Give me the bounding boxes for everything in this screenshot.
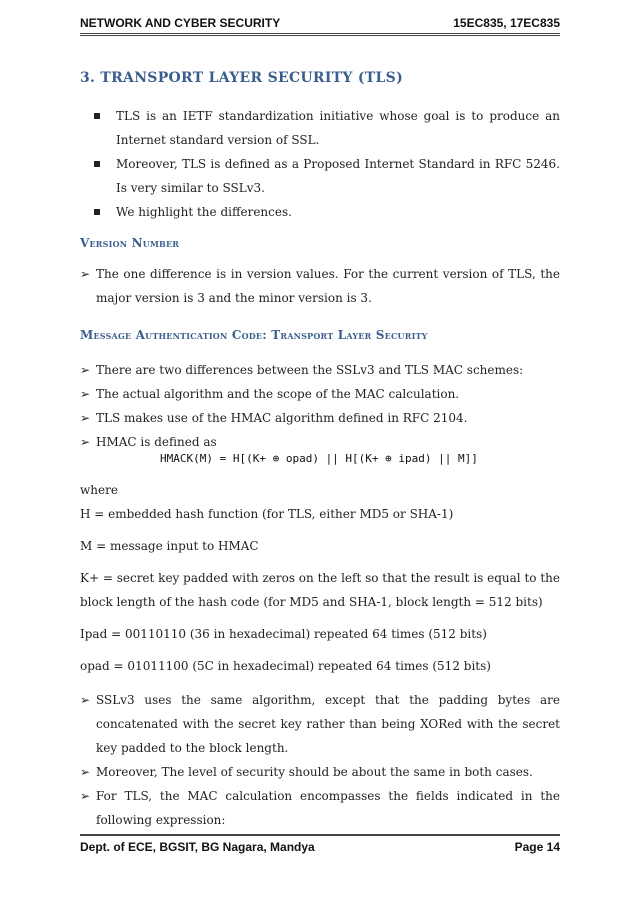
version-number-heading: Version Number: [80, 236, 180, 250]
mac-bullet: [80, 406, 560, 430]
intro-bullet: [80, 200, 560, 224]
mac-bullet-text: SSLv3 uses the same algorithm, except that the padding bytes are concatenated with the secret key rather than being XORed with the secret key padded to the block length.: [96, 693, 560, 755]
definition-k-plus: K+ = secret key padded with zeros on the left so that the result is equal to the block length of the hash code (for MD5 and SHA-1, block length = 512 bits): [80, 571, 560, 609]
intro-bullet-text: We highlight the differences.: [116, 205, 292, 219]
intro-bullet: [80, 104, 560, 152]
arrow-bullet-icon: ➢: [80, 411, 91, 425]
mac-bullet-text: TLS makes use of the HMAC algorithm defined in RFC 2104.: [96, 411, 468, 425]
mac-bullet-text: HMAC is defined as: [96, 435, 217, 449]
square-bullet-icon: [94, 161, 100, 167]
arrow-bullet-icon: ➢: [80, 435, 91, 449]
square-bullet-icon: [94, 113, 100, 119]
page-header: [80, 10, 560, 36]
mac-bullet-text: There are two differences between the SSLv3 and TLS MAC schemes:: [96, 363, 524, 377]
mac-bullet-text: The actual algorithm and the scope of the MAC calculation.: [96, 387, 460, 401]
mac-bullet-text: Moreover, The level of security should be about the same in both cases.: [96, 765, 533, 779]
arrow-bullet-icon: ➢: [80, 693, 91, 707]
intro-bullet: [80, 152, 560, 200]
version-bullet-list: [80, 262, 560, 310]
where-label: where: [80, 483, 118, 497]
square-bullet-icon: [94, 209, 100, 215]
arrow-bullet-icon: ➢: [80, 789, 91, 803]
footer-department: Dept. of ECE, BGSIT, BG Nagara, Mandya: [80, 840, 315, 854]
definition-opad: opad = 01011100 (5C in hexadecimal) repeated 64 times (512 bits): [80, 659, 491, 673]
header-course-title: NETWORK AND CYBER SECURITY: [80, 16, 281, 30]
mac-bullet: [80, 688, 560, 760]
mac-heading: Message Authentication Code: Transport Layer Security: [80, 328, 428, 342]
version-bullet-text: The one difference is in version values. For the current version of TLS, the major version is 3 and the minor version is 3.: [96, 267, 560, 305]
mac-bullet-list: [80, 358, 560, 454]
definition-h: H = embedded hash function (for TLS, either MD5 or SHA-1): [80, 507, 454, 521]
section-title: 3. TRANSPORT LAYER SECURITY (TLS): [80, 70, 404, 86]
arrow-bullet-icon: ➢: [80, 363, 91, 377]
definition-ipad: Ipad = 00110110 (36 in hexadecimal) repeated 64 times (512 bits): [80, 627, 487, 641]
arrow-bullet-icon: ➢: [80, 387, 91, 401]
version-bullet: [80, 262, 560, 310]
mac-bullet-text: For TLS, the MAC calculation encompasses the fields indicated in the following expression:: [96, 789, 560, 827]
header-course-code: 15EC835, 17EC835: [453, 16, 560, 30]
mac-bullet: [80, 784, 560, 832]
arrow-bullet-icon: ➢: [80, 765, 91, 779]
definition-m: M = message input to HMAC: [80, 539, 259, 553]
intro-bullet-list: [80, 104, 560, 224]
page-footer: [80, 834, 560, 860]
mac-bullet-list-2: [80, 688, 560, 832]
footer-page-number: Page 14: [514, 840, 560, 854]
hmac-formula: HMACK(M) = H[(K+ ⊕ opad) || H[(K+ ⊕ ipad) || M]]: [160, 452, 478, 465]
mac-bullet: [80, 382, 560, 406]
intro-bullet-text: TLS is an IETF standardization initiative whose goal is to produce an Internet standard version of SSL.: [116, 109, 560, 147]
arrow-bullet-icon: ➢: [80, 267, 91, 281]
mac-bullet: [80, 430, 560, 454]
intro-bullet-text: Moreover, TLS is defined as a Proposed Internet Standard in RFC 5246. Is very similar to SSLv3.: [116, 157, 560, 195]
mac-bullet: [80, 358, 560, 382]
mac-bullet: [80, 760, 560, 784]
